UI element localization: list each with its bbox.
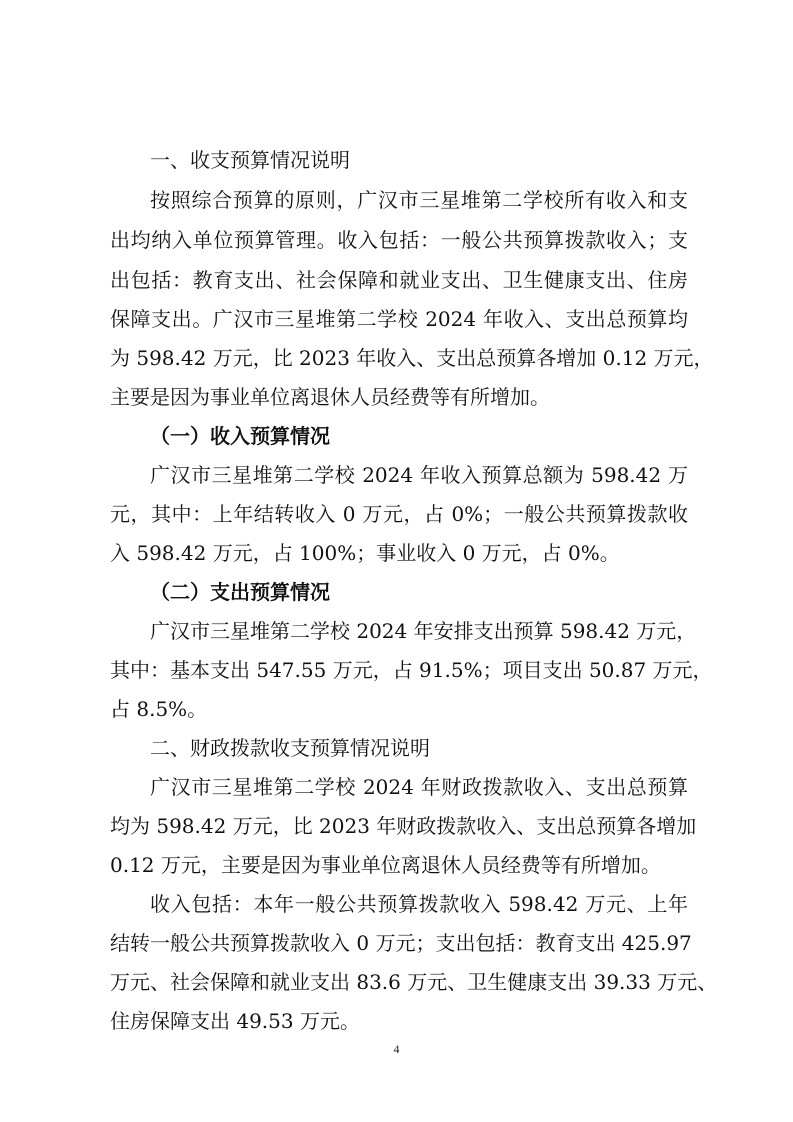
subsection1-line-3: 入 598.42 万元，占 100%；事业收入 0 万元，占 0%。 — [110, 541, 620, 565]
subsection1-heading: （一）收入预算情况 — [150, 424, 330, 448]
section2-p1-line-3: 0.12 万元，主要是因为事业单位离退休人员经费等有所增加。 — [110, 853, 661, 877]
subsection2-line-2: 其中：基本支出 547.55 万元，占 91.5%；项目支出 50.87 万元， — [110, 658, 713, 682]
section1-line-5: 为 598.42 万元，比 2023 年收入、支出总预算各增加 0.12 万元， — [110, 346, 714, 370]
section1-line-4: 保障支出。广汉市三星堆第二学校 2024 年收入、支出总预算均 — [110, 307, 688, 331]
subsection2-line-1: 广汉市三星堆第二学校 2024 年安排支出预算 598.42 万元， — [150, 619, 697, 643]
section1-line-1: 按照综合预算的原则，广汉市三星堆第二学校所有收入和支 — [150, 188, 688, 212]
section1-line-6: 主要是因为事业单位离退休人员经费等有所增加。 — [110, 385, 550, 409]
section2-p2-line-3: 万元、社会保障和就业支出 83.6 万元、卫生健康支出 39.33 万元、 — [110, 970, 718, 994]
subsection1-line-2: 元，其中：上年结转收入 0 万元，占 0%；一般公共预算拨款收 — [110, 502, 688, 526]
section2-p1-line-2: 均为 598.42 万元，比 2023 年财政拨款收入、支出总预算各增加 — [110, 814, 697, 838]
section2-p1-line-1: 广汉市三星堆第二学校 2024 年财政拨款收入、支出总预算 — [150, 775, 688, 799]
section2-heading: 二、财政拨款收支预算情况说明 — [150, 736, 430, 760]
subsection1-line-1: 广汉市三星堆第二学校 2024 年收入预算总额为 598.42 万 — [150, 463, 688, 487]
subsection2-line-3: 占 8.5%。 — [110, 697, 208, 721]
section1-line-2: 出均纳入单位预算管理。收入包括：一般公共预算拨款收入；支 — [110, 228, 688, 252]
page-number: 4 — [393, 1042, 400, 1056]
section1-heading: 一、收支预算情况说明 — [150, 148, 350, 172]
section2-p2-line-4: 住房保障支出 49.53 万元。 — [110, 1009, 360, 1033]
section2-p2-line-1: 收入包括：本年一般公共预算拨款收入 598.42 万元、上年 — [150, 892, 688, 916]
section1-line-3: 出包括：教育支出、社会保障和就业支出、卫生健康支出、住房 — [110, 268, 688, 292]
subsection2-heading: （二）支出预算情况 — [150, 580, 330, 604]
section2-p2-line-2: 结转一般公共预算拨款收入 0 万元；支出包括：教育支出 425.97 — [110, 931, 692, 955]
